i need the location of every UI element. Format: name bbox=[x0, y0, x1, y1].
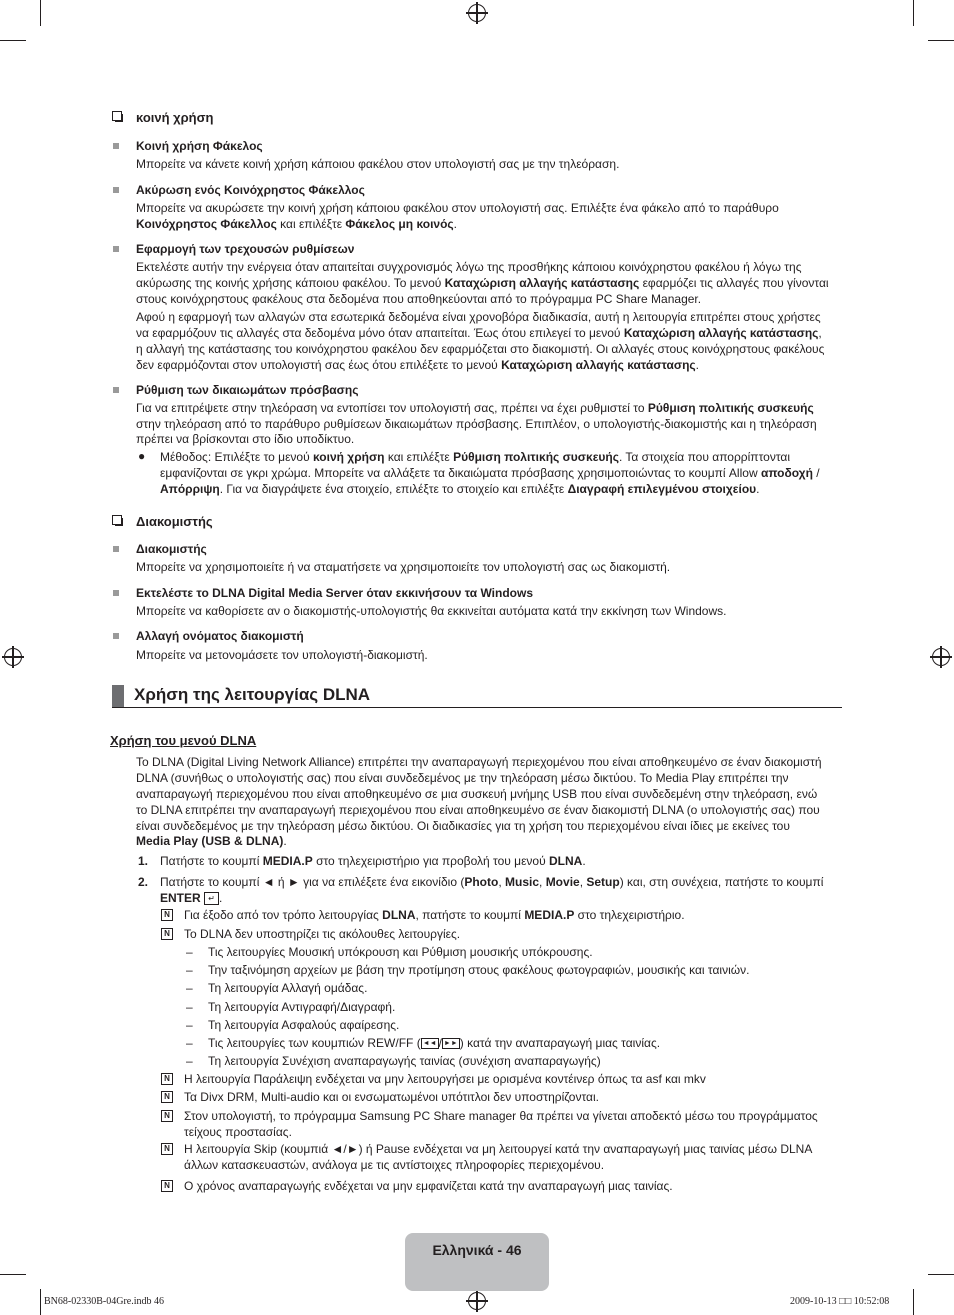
item-text: Αφού η εφαρμογή των αλλαγών στα εσωτερικά δεδομένα είναι χρονοβόρα διαδικασία, αυτή η λειτουργία επιτρέπει στους χρήστες bbox=[136, 310, 821, 324]
item-text bbox=[136, 325, 822, 341]
text-run: στο τηλεχειριστήριο για προβολή του μενού bbox=[312, 854, 549, 868]
item-text bbox=[136, 357, 699, 373]
text-run: , bbox=[539, 875, 546, 889]
menu-name: Καταχώριση αλλαγής κατάστασης bbox=[623, 326, 819, 340]
item-title: Αλλαγή ονόματος διακομιστή bbox=[136, 629, 304, 643]
note-icon bbox=[161, 1110, 173, 1122]
note-text: Η λειτουργία Skip (κουμπιά ◄/►) ή Pause ενδέχεται να μη λειτουργεί κατά την αναπαραγωγή μιας ταινίας μέσω DLNA bbox=[184, 1142, 813, 1156]
menu-name: DLNA bbox=[382, 908, 416, 922]
intro-line: DLNA (συνήθως ο υπολογιστής σας) που είναι συνδεδεμένος με την τηλεόραση μέσω δικτύου. Το Media Play επιτρέπει την bbox=[136, 771, 789, 785]
intro-line: είναι συνδεδεμένος με την τηλεόραση μέσω δικτύου. Οι διαδικασίες για τη χρήση του περιεχομένου είναι ίδιες με εκείνες του bbox=[136, 819, 790, 833]
menu-name: αποδοχή bbox=[760, 466, 813, 480]
dash-text: Τις λειτουργίες Μουσική υπόκρουση και Ρύθμιση μουσικής υπόκρουσης. bbox=[208, 945, 593, 959]
dash-text: Τη λειτουργία Αλλαγή ομάδας. bbox=[208, 981, 368, 995]
text-run: , bbox=[818, 326, 822, 340]
item-text: στην τηλεόραση από το παράθυρο ρυθμίσεων δικαιωμάτων πρόσβασης. Επιπλέον, ο υπολογιστής-διακομιστής και η τηλεόραση bbox=[136, 417, 817, 431]
square-bullet-icon bbox=[113, 246, 119, 252]
text-run: . bbox=[219, 891, 223, 905]
note-icon bbox=[161, 1143, 173, 1155]
note-text: Στον υπολογιστή, το πρόγραμμα Samsung PC Share manager θα πρέπει να γίνεται αποδεκτό μέσω του προγράμματος bbox=[184, 1109, 818, 1123]
item-title: Εκτελέστε το DLNA Digital Media Server όταν εκκινήσουν τα Windows bbox=[136, 586, 534, 600]
crop-mark bbox=[928, 1274, 954, 1275]
item-title: Ρύθμιση των δικαιωμάτων πρόσβασης bbox=[136, 383, 359, 397]
dot-bullet-icon: ● bbox=[138, 449, 146, 463]
note-text: άλλων κατασκευαστών, ανάλογα με τις αντίστοιχες πληροφορίες περιεχομένου. bbox=[184, 1158, 605, 1172]
menu-name: Φάκελος μη κοινός bbox=[345, 217, 454, 231]
text-run: Για έξοδο από τον τρόπο λειτουργίας bbox=[184, 908, 383, 922]
dash-icon: – bbox=[186, 963, 193, 977]
step-text bbox=[160, 890, 222, 906]
menu-name: κοινή χρήση bbox=[313, 450, 385, 464]
registration-mark-icon bbox=[468, 4, 486, 22]
item-text: Μπορείτε να μετονομάσετε τον υπολογιστή-διακομιστή. bbox=[136, 648, 428, 662]
menu-name: Movie bbox=[545, 875, 580, 889]
crop-mark bbox=[40, 0, 41, 26]
text-run: και επιλέξτε bbox=[276, 217, 346, 231]
item-text: στους κοινόχρηστους φακέλους στα δεδομένα που αποθηκεύονται από το πρόγραμμα PC Share Manager. bbox=[136, 292, 702, 306]
dash-icon: – bbox=[186, 945, 193, 959]
text-run: , bbox=[579, 875, 587, 889]
item-text bbox=[136, 275, 829, 291]
menu-name: Setup bbox=[586, 875, 620, 889]
note-text: Τα Divx DRM, Multi-audio και οι ενσωματωμένοι υπότιτλοι δεν υποστηρίζονται. bbox=[184, 1090, 599, 1104]
checkbox-heading-icon bbox=[112, 111, 122, 121]
subsection-title: Χρήση του μενού DLNA bbox=[110, 733, 257, 748]
text-run: εφαρμόζει τις αλλαγές που γίνονται bbox=[639, 276, 829, 290]
text-run: . bbox=[695, 358, 699, 372]
checkbox-heading-icon bbox=[112, 515, 122, 525]
dash-icon: – bbox=[186, 1054, 193, 1068]
text-run: . bbox=[756, 482, 760, 496]
item-title: Κοινή χρήση Φάκελος bbox=[136, 139, 263, 153]
text-run: εμφανίζονται σε γκρι χρώμα. Μπορείτε να αλλάξετε τα δικαιώματα πρόσβασης χρησιμοποιώντας το κουμπί Allow bbox=[160, 466, 761, 480]
text-run: . Για να διαγράψετε ένα στοιχείο, επιλέξτε το στοιχείο και επιλέξτε bbox=[219, 482, 568, 496]
chapter-title: Χρήση της λειτουργίας DLNA bbox=[134, 685, 371, 704]
step-number: 2. bbox=[138, 875, 149, 889]
button-name: MEDIA.P bbox=[262, 854, 313, 868]
menu-name: Καταχώριση αλλαγής κατάστασης bbox=[444, 276, 640, 290]
item-text: Μπορείτε να χρησιμοποιείτε ή να σταματήσετε να χρησιμοποιείτε τον υπολογιστή σας ως διακομιστή. bbox=[136, 560, 671, 574]
dash-icon: – bbox=[186, 1018, 193, 1032]
step-text bbox=[160, 874, 823, 890]
note-text: Η λειτουργία Παράλειψη ενδέχεται να μην λειτουργήσει με ορισμένα κοντέινερ όπως τα asf και mkv bbox=[184, 1072, 706, 1086]
menu-name: Ρύθμιση πολιτικής συσκευής bbox=[647, 401, 814, 415]
button-name: ENTER bbox=[160, 891, 201, 905]
dash-icon: – bbox=[186, 981, 193, 995]
note-text: Ο χρόνος αναπαραγωγής ενδέχεται να μην εμφανίζεται κατά την αναπαραγωγή μιας ταινίας. bbox=[184, 1179, 673, 1193]
item-text: η αλλαγή της κατάστασης του κοινόχρηστου φακέλου δεν εφαρμόζεται στο διακομιστή. Οι αλλαγές στους κοινόχρηστους φακέλους bbox=[136, 342, 825, 356]
text-run: ) κατά την αναπαραγωγή μιας ταινίας. bbox=[459, 1036, 661, 1050]
crop-mark bbox=[0, 40, 26, 41]
registration-mark-icon bbox=[4, 648, 22, 666]
square-bullet-icon bbox=[113, 143, 119, 149]
page-number: Ελληνικά - 46 bbox=[432, 1242, 522, 1258]
item-title: Διακομιστής bbox=[136, 542, 207, 556]
intro-line: αναπαραγωγή περιεχομένου που είναι αποθηκευμένο σε μια συσκευή μνήμης USB που είναι συνδεδεμένη στην τηλεόραση, ενώ bbox=[136, 787, 818, 801]
square-bullet-icon bbox=[113, 590, 119, 596]
text-run: ακύρωσης της κοινής χρήσης κάποιου φακέλου. Το μενού bbox=[136, 276, 445, 290]
bullet-text bbox=[160, 481, 759, 497]
menu-name: Διαγραφή επιλεγμένου στοιχείου bbox=[567, 482, 757, 496]
menu-name: Ρύθμιση πολιτικής συσκευής bbox=[453, 450, 619, 464]
crop-mark bbox=[0, 1274, 26, 1275]
square-bullet-icon bbox=[113, 633, 119, 639]
dash-text: Τη λειτουργία Ασφαλούς αφαίρεσης. bbox=[208, 1018, 400, 1032]
text-run: Για να επιτρέψετε στην τηλεόραση να εντοπίσει τον υπολογιστή σας, πρέπει να έχει ρυθμιστεί το bbox=[136, 401, 648, 415]
intro-line: Το DLNA (Digital Living Network Alliance) επιτρέπει την αναπαραγωγή περιεχομένου που είναι αποθηκευμένο σε έναν διακομιστή bbox=[136, 755, 822, 769]
note-icon bbox=[161, 928, 173, 940]
dash-icon: – bbox=[186, 1036, 193, 1050]
text-run: να εφαρμόζουν τις αλλαγές στα δεδομένα μόνο όταν απαιτείται. Έως ότου επιλεγεί το μενού bbox=[136, 326, 624, 340]
note-icon bbox=[161, 1091, 173, 1103]
note-text: τείχους προστασίας. bbox=[184, 1125, 292, 1139]
text-run: Πατήστε το κουμπί bbox=[160, 854, 263, 868]
text-run: και επιλέξτε bbox=[384, 450, 454, 464]
menu-name: Κοινόχρηστος Φάκελλος bbox=[136, 217, 277, 231]
menu-name: Απόρριψη bbox=[160, 482, 220, 496]
dash-text: Την ταξινόμηση αρχείων με βάση την προτίμηση στους φακέλους φωτογραφιών, μουσικής και ταινιών. bbox=[208, 963, 750, 977]
text-run: Πατήστε το κουμπί ◄ ή ► για να επιλέξετε ένα εικονίδιο ( bbox=[160, 875, 465, 889]
section-heading: Διακομιστής bbox=[136, 514, 213, 529]
text-run: στο τηλεχειριστήριο. bbox=[574, 908, 685, 922]
note-icon bbox=[161, 909, 173, 921]
text-run: / bbox=[812, 466, 820, 480]
intro-line: το DLNA επιτρέπει την αναπαραγωγή περιεχομένου που είναι αποθηκευμένο σε έναν διακομιστή DLNA (ο υπολογιστής σας) που bbox=[136, 803, 820, 817]
fast-forward-icon: ►► bbox=[443, 1040, 458, 1048]
note-text: Το DLNA δεν υποστηρίζει τις ακόλουθες λειτουργίες. bbox=[184, 927, 461, 941]
heading-rule bbox=[112, 707, 842, 708]
square-bullet-icon bbox=[113, 187, 119, 193]
item-text: Μπορείτε να ακυρώσετε την κοινή χρήση κάποιου φακέλου στον υπολογιστή σας. Επιλέξτε ένα φάκελο από το παράθυρο bbox=[136, 201, 779, 215]
crop-mark bbox=[913, 1289, 914, 1315]
step-number: 1. bbox=[138, 854, 149, 868]
registration-mark-icon bbox=[468, 1292, 486, 1310]
intro-line bbox=[136, 833, 287, 849]
print-date-info: 2009-10-13 □□ 10:52:08 bbox=[790, 1296, 890, 1307]
text-run: . bbox=[582, 854, 586, 868]
print-file-info: BN68-02330B-04Gre.indb 46 bbox=[44, 1296, 164, 1307]
heading-bar-icon bbox=[112, 685, 124, 707]
note-text bbox=[184, 907, 685, 923]
step-text bbox=[160, 853, 586, 869]
crop-mark bbox=[928, 40, 954, 41]
note-icon bbox=[161, 1180, 173, 1192]
item-text bbox=[136, 216, 457, 232]
dash-text: Τη λειτουργία Αντιγραφή/Διαγραφή. bbox=[208, 1000, 396, 1014]
item-text bbox=[136, 400, 814, 416]
menu-name: DLNA bbox=[549, 854, 583, 868]
item-text: πρέπει να βρίσκονται στο ίδιο υποδίκτυο. bbox=[136, 432, 355, 446]
item-text: Μπορείτε να καθορίσετε αν ο διακομιστής-υπολογιστής θα εκκινείται αυτόματα κατά την εκκίνηση των Windows. bbox=[136, 604, 727, 618]
text-run: . bbox=[453, 217, 457, 231]
crop-mark bbox=[40, 1289, 41, 1315]
dash-text: Τις λειτουργίες των κουμπιών REW/FF ( ◄◄ / ►► ) κατά την αναπαραγωγή μιας ταινίας. bbox=[208, 1036, 661, 1050]
item-text: Εκτελέστε αυτήν την ενέργεια όταν απαιτείται συγχρονισμός λόγω της προσθήκης κάποιου κοινόχρηστου φακέλου ή λόγω της bbox=[136, 260, 802, 274]
menu-name: Καταχώριση αλλαγής κατάστασης bbox=[501, 358, 696, 372]
text-run: . Τα στοιχεία που απορρίπτονται bbox=[618, 450, 790, 464]
square-bullet-icon bbox=[113, 546, 119, 552]
bullet-text bbox=[160, 465, 820, 481]
registration-mark-icon bbox=[932, 648, 950, 666]
item-text: Μπορείτε να κάνετε κοινή χρήση κάποιου φακέλου στον υπολογιστή σας με την τηλεόραση. bbox=[136, 157, 620, 171]
menu-name: Media Play (USB & DLNA) bbox=[136, 834, 284, 848]
rewind-icon: ◄◄ bbox=[422, 1040, 437, 1048]
note-icon bbox=[161, 1073, 173, 1085]
text-run: , bbox=[498, 875, 505, 889]
text-run: ) και, στη συνέχεια, πατήστε το κουμπί bbox=[619, 875, 824, 889]
text-run: . bbox=[283, 834, 287, 848]
dash-text: Τη λειτουργία Συνέχιση αναπαραγωγής ταινίας (συνέχιση αναπαραγωγής) bbox=[208, 1054, 601, 1068]
bullet-text bbox=[160, 449, 790, 465]
text-run: δεν εφαρμόζονται στον υπολογιστή σας έως ότου επιλέξετε το μενού bbox=[136, 358, 502, 372]
enter-key-icon: ↵ bbox=[204, 892, 219, 905]
text-run: Μέθοδος: Επιλέξτε το μενού bbox=[160, 450, 314, 464]
square-bullet-icon bbox=[113, 387, 119, 393]
button-name: MEDIA.P bbox=[524, 908, 575, 922]
crop-mark bbox=[913, 0, 914, 26]
menu-name: Music bbox=[505, 875, 540, 889]
menu-name: Photo bbox=[464, 875, 499, 889]
section-heading: κοινή χρήση bbox=[136, 110, 214, 125]
item-title: Εφαρμογή των τρεχουσών ρυθμίσεων bbox=[136, 242, 355, 256]
dash-icon: – bbox=[186, 1000, 193, 1014]
item-title: Ακύρωση ενός Κοινόχρηστος Φάκελλος bbox=[136, 183, 365, 197]
text-run: , πατήστε το κουμπί bbox=[415, 908, 525, 922]
text-run: Τις λειτουργίες των κουμπιών REW/FF ( bbox=[208, 1036, 421, 1050]
